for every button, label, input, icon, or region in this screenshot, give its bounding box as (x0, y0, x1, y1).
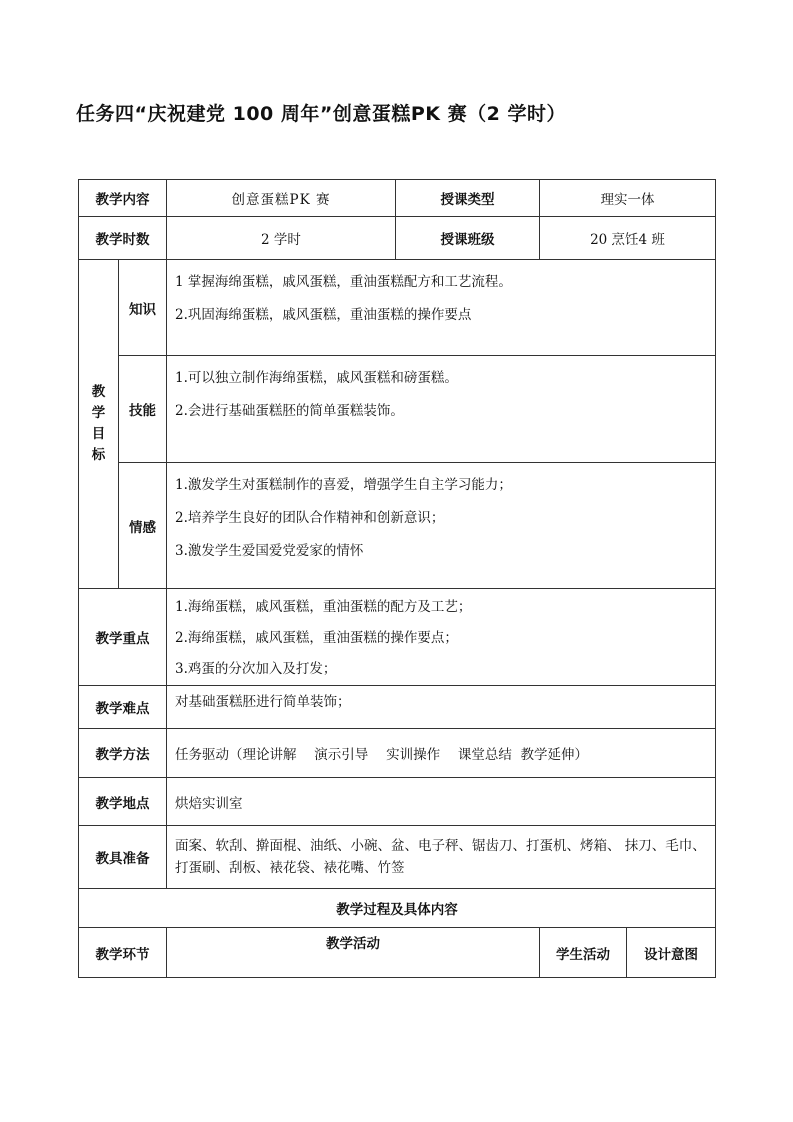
knowledge-line: 2.巩固海绵蛋糕，戚风蛋糕，重油蛋糕的操作要点 (175, 307, 472, 323)
emotion-line: 1.激发学生对蛋糕制作的喜爱，增强学生自主学习能力； (175, 477, 512, 493)
process-title: 教学过程及具体内容 (79, 889, 716, 928)
row-emotion (79, 463, 716, 589)
key-point-line: 3.鸡蛋的分次加入及打发； (175, 661, 337, 677)
key-point-line: 1.海绵蛋糕，戚风蛋糕，重油蛋糕的配方及工艺； (175, 599, 472, 615)
row-knowledge (79, 260, 716, 356)
row-process-title (79, 889, 716, 928)
lesson-plan-table (78, 179, 716, 978)
row-location (79, 778, 716, 826)
tools-value: 面案、软刮、擀面棍、油纸、小碗、盆、电子秤、锯齿刀、打蛋机、烤箱、 抹刀、毛巾、打蛋刷、刮板、裱花袋、裱花嘴、竹签 (167, 826, 716, 889)
skill-label: 技能 (119, 356, 167, 463)
activity-label: 教学活动 (167, 928, 540, 978)
content-label: 教学内容 (79, 180, 167, 217)
row-hours (79, 217, 716, 260)
method-value: 任务驱动（理论讲解 演示引导 实训操作 课堂总结 教学延伸） (167, 729, 716, 778)
row-content (79, 180, 716, 217)
class-value: 20 烹饪4 班 (540, 217, 716, 260)
hours-value: 2 学时 (167, 217, 396, 260)
method-label: 教学方法 (79, 729, 167, 778)
intent-label: 设计意图 (627, 928, 716, 978)
hours-label: 教学时数 (79, 217, 167, 260)
row-difficulty (79, 686, 716, 729)
objectives-label: 教 学 目 标 (79, 260, 119, 589)
row-method (79, 729, 716, 778)
student-label: 学生活动 (540, 928, 627, 978)
type-value: 理实一体 (540, 180, 716, 217)
key-points-label: 教学重点 (79, 589, 167, 686)
difficulty-value: 对基础蛋糕胚进行简单装饰； (167, 686, 716, 729)
emotion-line: 2.培养学生良好的团队合作精神和创新意识； (175, 510, 445, 526)
emotion-line: 3.激发学生爱国爱党爱家的情怀 (175, 543, 364, 559)
stage-label: 教学环节 (79, 928, 167, 978)
document-title: 任务四“庆祝建党 100 周年”创意蛋糕PK 赛（2 学时） (76, 103, 566, 125)
knowledge-label: 知识 (119, 260, 167, 356)
content-value: 创意蛋糕PK 赛 (167, 180, 396, 217)
key-point-line: 2.海绵蛋糕，戚风蛋糕，重油蛋糕的操作要点； (175, 630, 458, 646)
location-value: 烘焙实训室 (167, 778, 716, 826)
class-label: 授课班级 (396, 217, 540, 260)
knowledge-content (167, 260, 716, 356)
row-tools (79, 826, 716, 889)
skill-line: 1.可以独立制作海绵蛋糕，戚风蛋糕和磅蛋糕。 (175, 370, 458, 386)
type-label: 授课类型 (396, 180, 540, 217)
row-key-points (79, 589, 716, 686)
tools-label: 教具准备 (79, 826, 167, 889)
skill-line: 2.会进行基础蛋糕胚的简单蛋糕装饰。 (175, 403, 404, 419)
difficulty-label: 教学难点 (79, 686, 167, 729)
row-process-header (79, 928, 716, 978)
emotion-label: 情感 (119, 463, 167, 589)
knowledge-line: 1 掌握海绵蛋糕，戚风蛋糕，重油蛋糕配方和工艺流程。 (175, 274, 512, 290)
location-label: 教学地点 (79, 778, 167, 826)
key-points-content (167, 589, 716, 686)
emotion-content (167, 463, 716, 589)
row-skill (79, 356, 716, 463)
skill-content (167, 356, 716, 463)
